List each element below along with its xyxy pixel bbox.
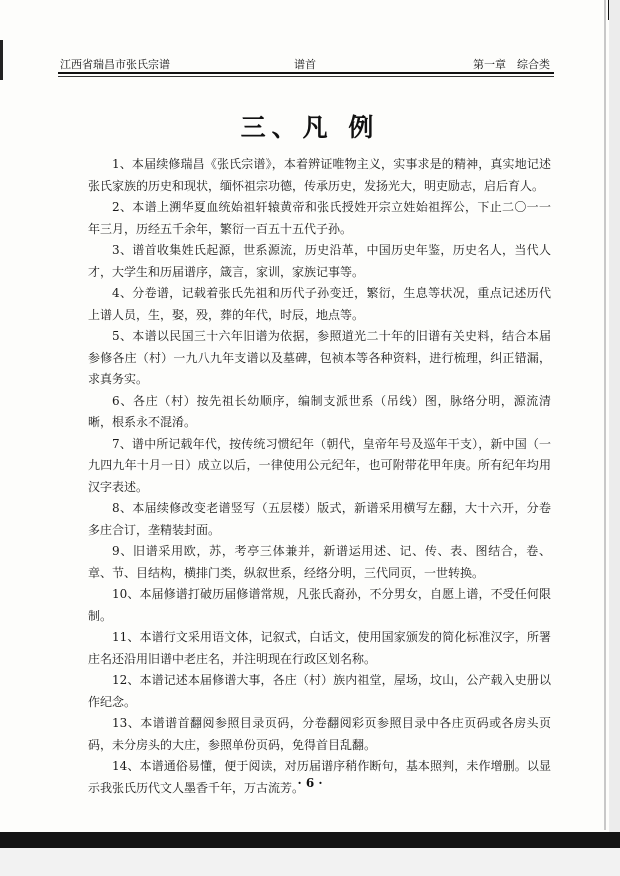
paragraph-8: 8、本届续修改变老谱竖写（五层楼）版式，新谱采用横写左翻，大十六开，分卷多庄合订，垄精装封面。 bbox=[88, 501, 551, 537]
scan-edge-bottom bbox=[0, 832, 620, 848]
scan-margin-bottom bbox=[0, 848, 620, 876]
header-section: 谱首 bbox=[294, 58, 316, 71]
paragraph-3: 3、谱首收集姓氏起源，世系源流，历史沿革，中国历史年鉴，历史名人，当代人才，大学生和历届谱序，箴言，家训，家族记事等。 bbox=[88, 243, 551, 279]
paragraph-2: 2、本谱上溯华夏血统始祖轩辕黄帝和张氏授姓开宗立姓始祖挥公，下止二〇一一年三月，历经五千余年，繁衍一百五十五代子孙。 bbox=[88, 200, 551, 236]
scan-edge-left bbox=[0, 40, 3, 80]
paragraph-6: 6、各庄（村）按先祖长幼顺序，编制支派世系（吊线）图，脉络分明，源流清晰，根系永不混淆。 bbox=[88, 393, 551, 429]
paragraph-4: 4、分卷谱，记载着张氏先祖和历代子孙变迁，繁衍，生息等状况，重点记述历代上谱人员，生，娶，殁，葬的年代，时辰，地点等。 bbox=[88, 286, 551, 322]
paragraph-5: 5、本谱以民国三十六年旧谱为依据，参照道光二十年的旧谱有关史料，结合本届参修各庄（村）一九八九年支谱以及墓碑，包祯本等各种资料，进行梳理，纠正错漏，求真务实。 bbox=[88, 329, 551, 386]
running-header bbox=[58, 54, 558, 72]
paragraph-9: 9、旧谱采用欧，苏，考亭三体兼并，新谱运用述、记、传、表、图结合，卷、章、节、目结构，横排门类，纵叙世系，经络分明，三代同页，一世转换。 bbox=[88, 544, 551, 580]
paragraph-7: 7、谱中所记载年代，按传统习惯纪年（朝代，皇帝年号及巡年干支），新中国（一九四九年十月一日）成立以后，一律使用公元纪年，也可附带花甲年庚。所有纪年均用汉字表述。 bbox=[88, 436, 551, 494]
page-number: · 6 · bbox=[297, 776, 323, 790]
paragraph-10: 10、本届修谱打破历届修谱常规，凡张氏裔孙，不分男女，自愿上谱，不受任何限制。 bbox=[88, 587, 551, 623]
header-rule-thick bbox=[58, 72, 554, 74]
paragraph-11: 11、本谱行文采用语文体，记叙式，白话文，使用国家颁发的简化标准汉字，所署庄名还沿用旧谱中老庄名，并注明现在行政区划名称。 bbox=[88, 630, 551, 666]
paragraph-12: 12、本谱记述本届修谱大事，各庄（村）族内祖堂，屋场，坟山，公产载入史册以作纪念。 bbox=[88, 673, 551, 709]
header-book-title: 江西省瑞昌市张氏宗谱 bbox=[60, 58, 170, 71]
paragraph-14: 14、本谱通俗易懂，便于阅读，对历届谱序稍作断句，基本照判，未作增删。以显示我张氏历代文人墨香千年，万古流芳。 bbox=[88, 759, 551, 795]
body-text bbox=[88, 154, 551, 799]
header-chapter: 第一章 综合类 bbox=[473, 58, 550, 71]
header-rule-thin bbox=[58, 76, 554, 77]
page-title: 三、凡 例 bbox=[240, 113, 380, 142]
paragraph-13: 13、本谱谱首翻阅参照目录页码，分卷翻阅彩页参照目录中各庄页码或各房头页码，未分房头的大庄，参照单份页码，免得首目乱翻。 bbox=[88, 716, 551, 752]
paragraph-1: 1、本届续修瑞昌《张氏宗谱》，本着辨证唯物主义，实事求是的精神，真实地记述张氏家族的历史和现状，缅怀祖宗功德，传承历史，发扬光大，明吏励志，启后育人。 bbox=[88, 157, 551, 193]
